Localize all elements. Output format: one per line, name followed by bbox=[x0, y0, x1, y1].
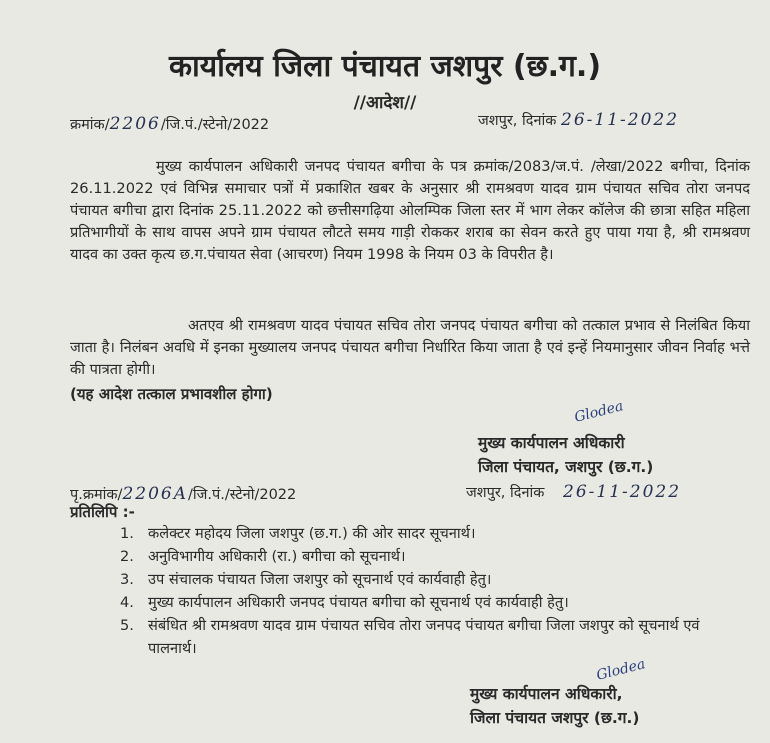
endorsement-number bbox=[70, 484, 296, 504]
signature-scribble-1: Glodea bbox=[572, 398, 625, 426]
endorsement-handwritten-date: 26-11-2022 bbox=[563, 482, 682, 502]
endorsement-date-label: जशपुर, दिनांक bbox=[466, 485, 545, 501]
signatory-office-2: जिला पंचायत जशपुर (छ.ग.) bbox=[470, 709, 640, 727]
reference-number bbox=[70, 114, 269, 134]
effective-note: (यह आदेश तत्काल प्रभावशील होगा) bbox=[70, 385, 273, 403]
signature-block-1 bbox=[478, 431, 653, 479]
endorsement-prefix: पृ.क्रमांक/ bbox=[70, 487, 123, 503]
reference-place-date bbox=[478, 110, 679, 130]
list-item: 4. मुख्य कार्यपालन अधिकारी जनपद पंचायत बगीचा को सूचनार्थ एवं कार्यवाही हेतु। bbox=[120, 594, 569, 611]
signature-block-2 bbox=[470, 682, 639, 730]
body-paragraph-2: अतएव श्री रामश्रवण यादव पंचायत सचिव तोरा जनपद पंचायत बगीचा को तत्काल प्रभाव से निलंबित किया जाता है। निलंबन अवधि में इनका मुख्यालय जनपद पंचायत बगीचा निर्धारित किया जाता है एवं इन्हें नियमानुसार जीवन निर्वाह भत्ते की पात्रता होगी। bbox=[70, 317, 750, 378]
reference-suffix: /जि.पं./स्टेनो/2022 bbox=[160, 117, 270, 133]
signatory-designation: मुख्य कार्यपालन अधिकारी bbox=[478, 434, 625, 452]
reference-prefix: क्रमांक/ bbox=[70, 117, 110, 133]
signatory-designation-2: मुख्य कार्यपालन अधिकारी, bbox=[470, 685, 623, 703]
office-title: कार्यालय जिला पंचायत जशपुर (छ.ग.) bbox=[168, 49, 602, 84]
place-date-label: जशपुर, दिनांक bbox=[478, 113, 557, 129]
list-item: 2. अनुविभागीय अधिकारी (रा.) बगीचा को सूचनार्थ। bbox=[120, 548, 406, 565]
signature-scribble-2: Glodea bbox=[594, 656, 647, 684]
list-item: 1. कलेक्टर महोदय जिला जशपुर (छ.ग.) की ओर सादर सूचनार्थ। bbox=[120, 525, 476, 542]
endorsement-place-date bbox=[466, 482, 681, 502]
handwritten-date: 26-11-2022 bbox=[561, 110, 680, 130]
signatory-office: जिला पंचायत, जशपुर (छ.ग.) bbox=[478, 458, 654, 476]
body-paragraph-1: मुख्य कार्यपालन अधिकारी जनपद पंचायत बगीचा के पत्र क्रमांक/2083/ज.पं. /लेखा/2022 बगीचा, दिनांक 26.11.2022 एवं विभिन्न समाचार पत्रों में प्रकाशित खबर के अनुसार श्री रामश्रवण यादव ग्राम पंचायत सचिव तोरा जनपद पंचायत बगीचा द्वारा दिनांक 25.11.2022 को छत्तीसगढ़िया ओलम्पिक जिला स्तर में भाग लेकर कॉलेज की छात्रा सहित महिला प्रतिभागीयों के साथ वापस अपने ग्राम पंचायत लौटते समय गाड़ी रोककर शराब का सेवन करते हुए पाया गया है, श्री रामश्रवण यादव का उक्त कृत्य छ.ग.पंचायत सेवा (आचरण) नियम 1998 के नियम 03 के विपरीत है। bbox=[70, 158, 750, 263]
copy-recipient-list bbox=[120, 522, 750, 660]
endorsement-suffix: /जि.पं./स्टेनो/2022 bbox=[187, 487, 297, 503]
copy-to-label: प्रतिलिपि :- bbox=[70, 503, 135, 521]
list-item: 5. संबंधित श्री रामश्रवण यादव ग्राम पंचायत सचिव तोरा जनपद पंचायत बगीचा जिला जशपुर को सूचनार्थ एवं पालनार्थ। bbox=[120, 617, 700, 657]
reference-handwritten-number: 2206 bbox=[109, 114, 161, 134]
order-heading: //आदेश// bbox=[353, 93, 417, 113]
list-item: 3. उप संचालक पंचायत जिला जशपुर को सूचनार्थ एवं कार्यवाही हेतु। bbox=[120, 571, 492, 588]
endorsement-handwritten-number: 2206A bbox=[122, 484, 188, 504]
